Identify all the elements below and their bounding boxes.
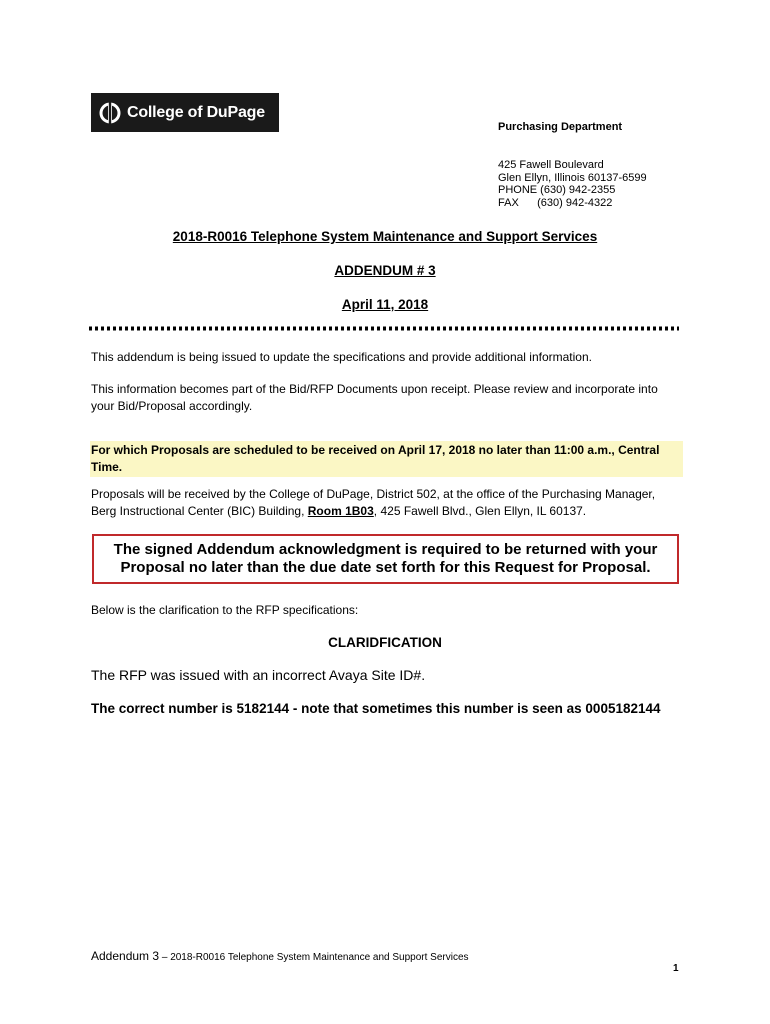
rfp-issue-text: The RFP was issued with an incorrect Avaya Site ID#. <box>91 667 426 683</box>
address-line: Glen Ellyn, Illinois 60137-6599 <box>498 171 647 184</box>
location-paragraph <box>91 486 683 520</box>
dotted-divider <box>87 326 681 331</box>
location-text: Proposals will be received by the College of DuPage, District 502, at the office of the Purchasing Manager, Berg Instructional Center (BIC) Building, <box>91 487 656 518</box>
logo-text: College of DuPage <box>127 103 265 121</box>
footer-title: 2018-R0016 Telephone System Maintenance and Support Services <box>170 952 469 963</box>
rfp-title: 2018-R0016 Telephone System Maintenance and Support Services <box>172 229 598 244</box>
cod-logo-icon <box>99 102 121 124</box>
room-number: Room 1B03 <box>307 504 374 518</box>
footer-label: Addendum 3 <box>91 949 160 963</box>
location-text-end: , 425 Fawell Blvd., Glen Ellyn, IL 60137. <box>373 504 587 518</box>
page-number: 1 <box>673 963 679 974</box>
address-line: PHONE (630) 942-2355 <box>498 184 616 196</box>
address-line: 425 Fawell Boulevard <box>498 159 604 171</box>
correct-number-text: The correct number is 5182144 - note that sometimes this number is seen as 0005182144 <box>91 701 661 716</box>
page-footer <box>91 949 469 963</box>
addendum-date: April 11, 2018 <box>341 297 429 312</box>
department-address <box>498 159 647 209</box>
department-label: Purchasing Department <box>498 121 623 133</box>
schedule-notice: For which Proposals are scheduled to be received on April 17, 2018 no later than 11:00 a.m., Central Time. <box>90 441 683 477</box>
college-logo <box>91 93 279 132</box>
clarification-intro: Below is the clarification to the RFP specifications: <box>91 603 359 617</box>
acknowledgment-text: The signed Addendum acknowledgment is required to be returned with your Proposal no later than the due date set forth for this Request for Proposal. <box>113 541 658 576</box>
acknowledgment-box <box>92 534 679 584</box>
info-paragraph: This information becomes part of the Bid/RFP Documents upon receipt. Please review and incorporate into your Bid/Proposal accordingly. <box>91 382 658 413</box>
clarification-heading: CLARIDFICATION <box>328 635 442 650</box>
footer-separator: – <box>159 952 171 963</box>
addendum-number: ADDENDUM # 3 <box>334 263 436 278</box>
intro-paragraph: This addendum is being issued to update the specifications and provide additional information. <box>91 350 592 364</box>
address-line: FAX (630) 942-4322 <box>498 196 613 209</box>
